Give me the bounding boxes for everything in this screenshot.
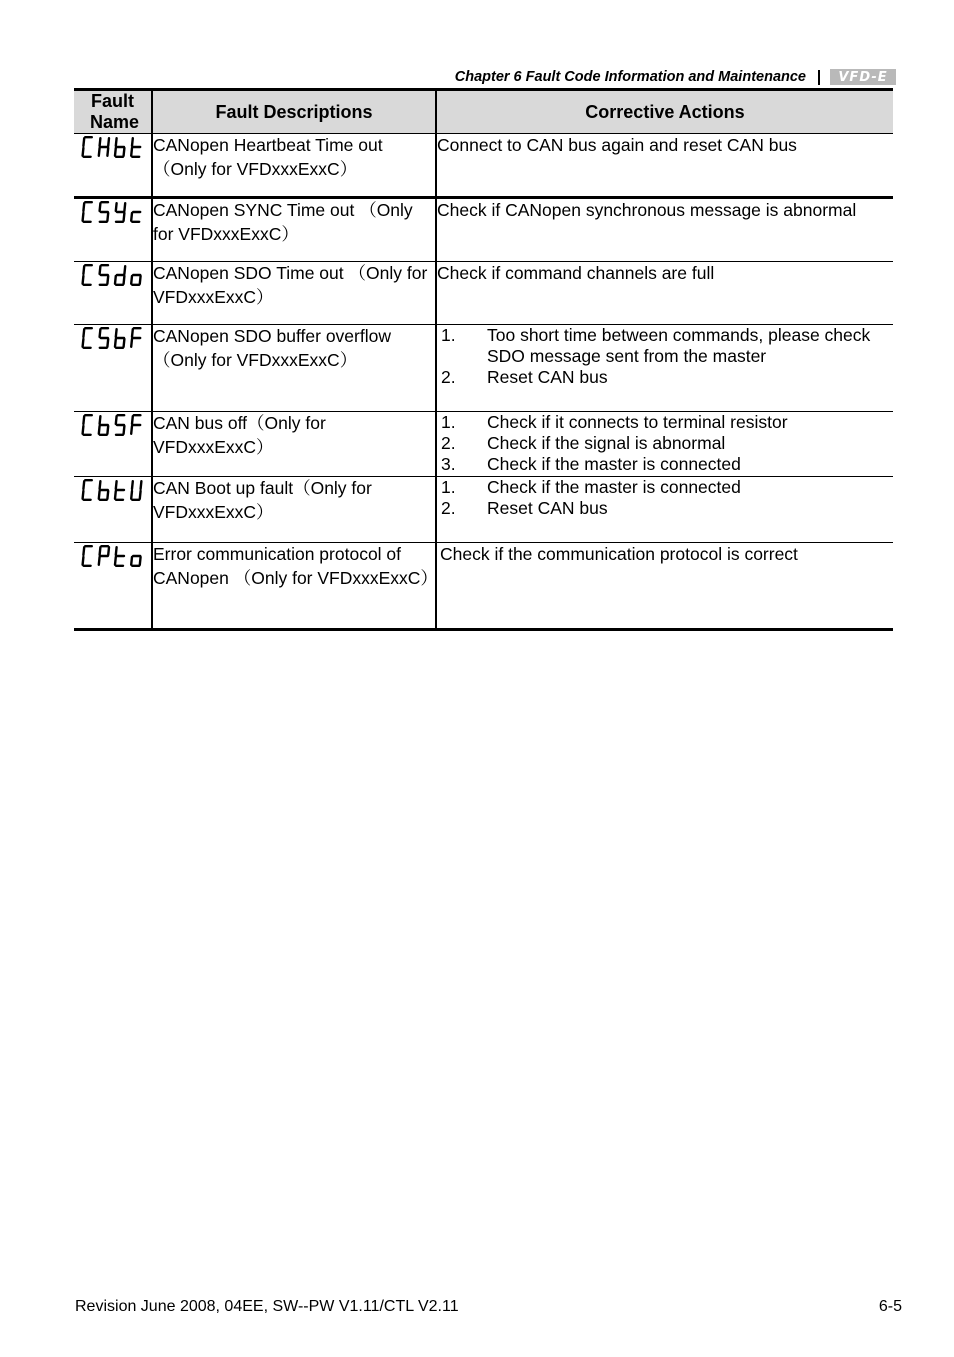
fault-code-cell bbox=[74, 543, 152, 630]
fault-code-display bbox=[79, 262, 147, 288]
page-header bbox=[455, 66, 896, 88]
list-item: 1. Check if it connects to terminal resistor bbox=[441, 412, 788, 432]
corrective-action bbox=[436, 543, 893, 630]
fault-code-cell bbox=[74, 198, 152, 262]
corrective-action bbox=[436, 412, 893, 477]
fault-code-table bbox=[74, 88, 893, 631]
column-header-corrective-actions: Corrective Actions bbox=[436, 90, 893, 134]
fault-description: CANopen SYNC Time out （Only for VFDxxxExxC） bbox=[152, 198, 436, 262]
fault-code-display bbox=[79, 325, 147, 351]
table-row bbox=[74, 325, 893, 412]
fault-code-cell bbox=[74, 325, 152, 412]
vfd-e-logo: VFD-E bbox=[830, 69, 896, 85]
table-row bbox=[74, 543, 893, 630]
fault-code-display bbox=[79, 134, 147, 160]
table-row bbox=[74, 262, 893, 325]
fault-description: CAN Boot up fault（Only for VFDxxxExxC） bbox=[152, 477, 436, 543]
action-list bbox=[441, 325, 893, 388]
column-header-fault-name: Fault Name bbox=[74, 90, 152, 134]
fault-code-cell bbox=[74, 262, 152, 325]
footer-revision: Revision June 2008, 04EE, SW--PW V1.11/CTL V2.11 bbox=[75, 1298, 459, 1315]
fault-description: CANopen SDO Time out （Only for VFDxxxExxC） bbox=[152, 262, 436, 325]
table-row bbox=[74, 477, 893, 543]
list-item: 2. Reset CAN bus bbox=[441, 498, 608, 518]
list-item: 2. Check if the signal is abnormal bbox=[441, 433, 726, 453]
action-list bbox=[441, 477, 893, 519]
table-row bbox=[74, 412, 893, 477]
corrective-action-text: Check if command channels are full bbox=[437, 263, 715, 283]
fault-code-cell bbox=[74, 412, 152, 477]
column-header-fault-descriptions: Fault Descriptions bbox=[152, 90, 436, 134]
chapter-title: Chapter 6 Fault Code Information and Maintenance bbox=[454, 69, 806, 85]
fault-description: Error communication protocol of CANopen （Only for VFDxxxExxC） bbox=[152, 543, 436, 630]
corrective-action bbox=[436, 477, 893, 543]
corrective-action-text: Connect to CAN bus again and reset CAN bus bbox=[437, 135, 797, 155]
corrective-action-text: Check if the communication protocol is correct bbox=[440, 544, 798, 564]
fault-description: CAN bus off（Only for VFDxxxExxC） bbox=[152, 412, 436, 477]
fault-code-display bbox=[79, 477, 147, 503]
list-item: 2. Reset CAN bus bbox=[441, 367, 608, 387]
action-list bbox=[441, 412, 893, 475]
corrective-action-text: Check if CANopen synchronous message is abnormal bbox=[437, 200, 857, 220]
corrective-action bbox=[436, 134, 893, 198]
corrective-action bbox=[436, 262, 893, 325]
list-item: 1. Too short time between commands, please check SDO message sent from the master bbox=[441, 325, 871, 366]
list-item: 3. Check if the master is connected bbox=[441, 454, 741, 474]
fault-code-cell bbox=[74, 134, 152, 198]
fault-description: CANopen Heartbeat Time out （Only for VFDxxxExxC） bbox=[152, 134, 436, 198]
table-row bbox=[74, 134, 893, 198]
fault-code-cell bbox=[74, 477, 152, 543]
header-separator bbox=[818, 70, 820, 85]
footer-page-number: 6-5 bbox=[878, 1298, 902, 1315]
fault-code-display bbox=[79, 543, 147, 569]
corrective-action bbox=[436, 198, 893, 262]
fault-code-display bbox=[79, 412, 147, 438]
list-item: 1. Check if the master is connected bbox=[441, 477, 741, 497]
fault-description: CANopen SDO buffer overflow（Only for VFDxxxExxC） bbox=[152, 325, 436, 412]
table-header-row bbox=[74, 90, 893, 134]
corrective-action bbox=[436, 325, 893, 412]
table-row bbox=[74, 198, 893, 262]
fault-code-display bbox=[79, 199, 147, 225]
